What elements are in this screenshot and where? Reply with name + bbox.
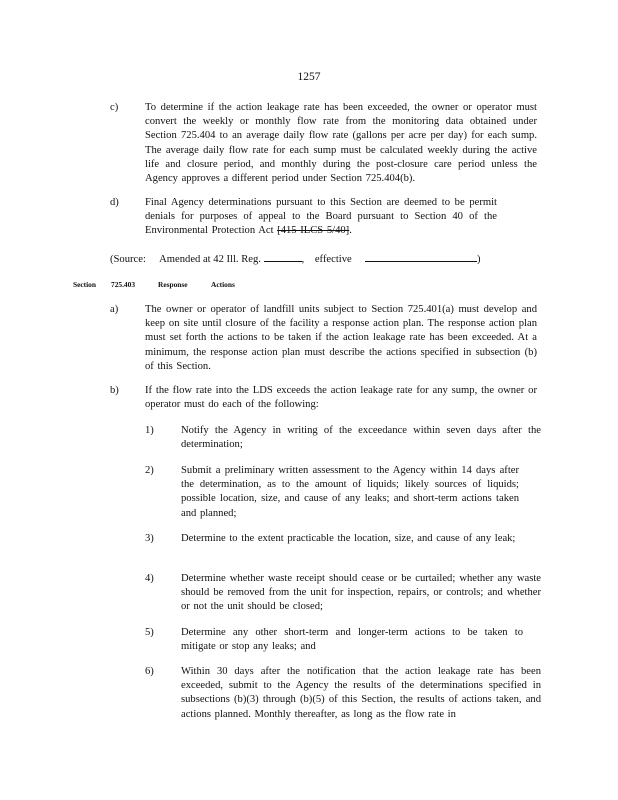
item-text-b: If the flow rate into the LDS exceeds the action leakage rate for any sump, the owner or operator must do each of the following:	[145, 385, 537, 411]
subitem-text-6: Within 30 days after the notification that the action leakage rate has been exceeded, submit to the Agency the results of the determinations specified in subsections (b)(3) through (b)(5) of this Section, the results of actions taken, and actions planned. Monthly thereafter, as long as the flow rate in	[181, 666, 541, 720]
subitem-label-2: 2)	[145, 465, 154, 476]
section-heading-number: 725.403	[111, 280, 136, 289]
section-heading-title-1: Response	[158, 280, 188, 289]
subitem-label-4: 4)	[145, 573, 154, 584]
source-comma: ,	[301, 254, 305, 265]
subitem-text-1: Notify the Agency in writing of the exceedance within seven days after the determination;	[181, 425, 541, 451]
subitem-label-5: 5)	[145, 627, 154, 638]
item-text-d	[145, 196, 497, 239]
source-effective: effective	[314, 254, 352, 265]
subitem-label-3: 3)	[145, 533, 154, 544]
register-blank	[264, 251, 302, 262]
subitem-text-2: Submit a preliminary written assessment to the Agency within 14 days after the determination, as to the amount of liquids; likely sources of liquids; possible location, size, and cause of any leaks; and short-term actions taken and planned;	[181, 465, 519, 519]
item-d-body: Final Agency determinations pursuant to this Section are deemed to be permit denials for purposes of appeal to the Board pursuant to Section 40 of the Environmental Protection Act	[145, 197, 497, 237]
source-close: )	[476, 254, 481, 265]
section-heading-title-2: Actions	[211, 280, 235, 289]
item-text-c: To determine if the action leakage rate has been exceeded, the owner or operator must convert the weekly or monthly flow rate from the monitoring data obtained under Section 725.404 to an average daily flow rate (gallons per acre per day) for each sump. The average daily flow rate for each sump must be calculated weekly during the active life and closure period, and monthly during the post-closure care period unless the Agency approves a different period under Section 725.404(b).	[145, 102, 537, 185]
item-label-b: b)	[110, 385, 119, 396]
subitem-label-6: 6)	[145, 666, 154, 677]
section-heading-word: Section	[73, 280, 96, 289]
source-prefix: (Source:	[110, 254, 146, 265]
subitem-text-3: Determine to the extent practicable the location, size, and cause of any leak;	[181, 533, 516, 544]
item-label-d: d)	[110, 197, 119, 208]
subitem-text-4: Determine whether waste receipt should cease or be curtailed; whether any waste should be removed from the unit for inspection, repairs, or controls; and whether or not the unit should be closed;	[181, 573, 541, 613]
item-label-a: a)	[110, 304, 119, 315]
subitem-label-1: 1)	[145, 425, 154, 436]
page-number: 1257	[297, 71, 321, 83]
item-text-a: The owner or operator of landfill units subject to Section 725.401(a) must develop and keep on site until closure of the facility a response action plan. The response action plan must set forth the actions to be taken if the action leakage rate has been exceeded. At a minimum, the response action plan must describe the actions specified in subsection (b) of this Section.	[145, 304, 537, 372]
effective-date-blank	[365, 251, 477, 262]
item-label-c: c)	[110, 102, 119, 113]
subitem-text-5: Determine any other short-term and longer-term actions to be taken to mitigate or stop any leaks; and	[181, 627, 523, 653]
item-d-struck-citation: [415 ILCS 5/40]	[277, 225, 350, 237]
item-d-end: .	[349, 225, 352, 237]
source-note	[110, 251, 510, 267]
source-amended: Amended at 42 Ill. Reg.	[159, 254, 261, 265]
